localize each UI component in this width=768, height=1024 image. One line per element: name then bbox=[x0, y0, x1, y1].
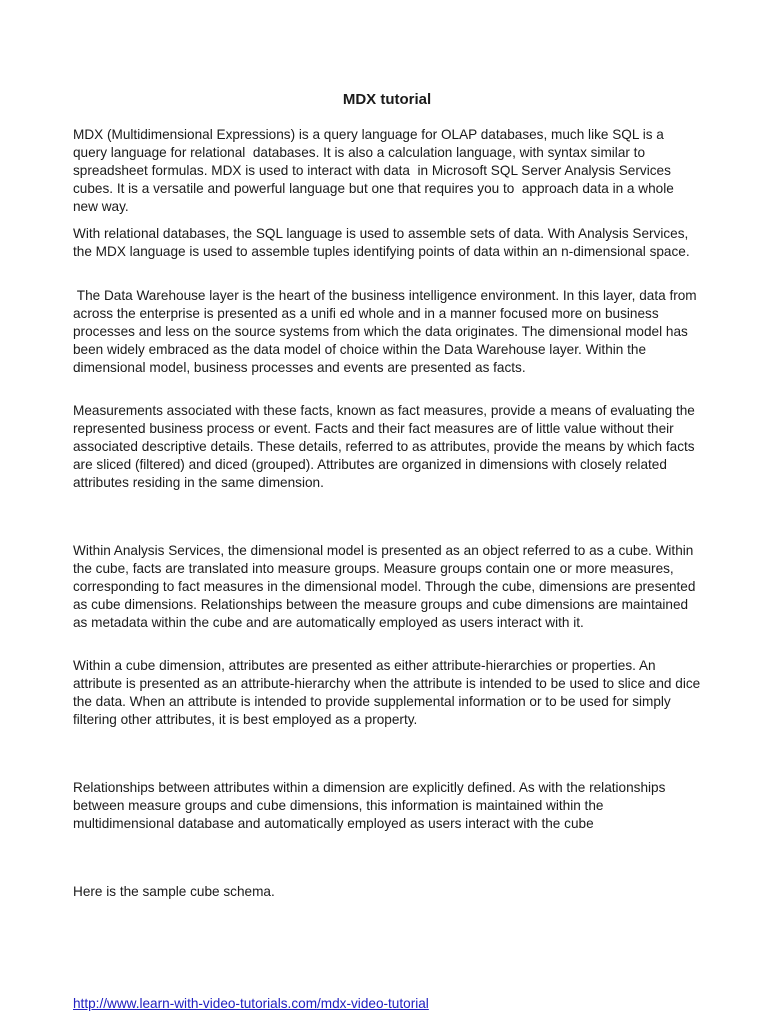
document-page bbox=[73, 0, 704, 1024]
paragraph-relational: With relational databases, the SQL language is used to assemble sets of data. With Analysis Services, the MDX language is used to assemble tuples identifying points of data within an n-dimensional space. bbox=[73, 226, 693, 259]
paragraph-cube-dimension: Within a cube dimension, attributes are presented as either attribute-hierarchies or properties. An attribute is presented as an attribute-hierarchy when the attribute is intended to be used to slice and dice the data. When an attribute is intended to provide supplemental information or to be used for simply filtering other attributes, it is best employed as a property. bbox=[73, 658, 704, 727]
footer-tutorial-link[interactable]: http://www.learn-with-video-tutorials.com/mdx-video-tutorial bbox=[73, 996, 429, 1011]
paragraph-relationships: Relationships between attributes within a dimension are explicitly defined. As with the relationships between measure groups and cube dimensions, this information is maintained within the multidimensional database and automatically employed as users interact with the cube bbox=[73, 780, 670, 831]
paragraph-measurements: Measurements associated with these facts, known as fact measures, provide a means of evaluating the represented business process or event. Facts and their fact measures are of little value without their associated descriptive details. These details, referred to as attributes, provide the means by which facts are sliced (filtered) and diced (grouped). Attributes are organized in dimensions with closely related attributes residing in the same dimension. bbox=[73, 403, 699, 490]
paragraph-mdx-intro: MDX (Multidimensional Expressions) is a query language for OLAP databases, much like SQL is a query language for relational databases. It is also a calculation language, with syntax similar to spreadsheet formulas. MDX is used to interact with data in Microsoft SQL Server Analysis Services cubes. It is a versatile and powerful language but one that requires you to approach data in a whole new way. bbox=[73, 127, 678, 214]
paragraph-data-warehouse: The Data Warehouse layer is the heart of the business intelligence environment. In this layer, data from across the enterprise is presented as a unifi ed whole and in a manner focused more on business processes and less on the source systems from which the data originates. The dimensional model has been widely embraced as the data model of choice within the Data Warehouse layer. Within the dimensional model, business processes and events are presented as facts. bbox=[73, 288, 701, 375]
paragraph-analysis-services: Within Analysis Services, the dimensional model is presented as an object referred to as a cube. Within the cube, facts are translated into measure groups. Measure groups contain one or more measures, corresponding to fact measures in the dimensional model. Through the cube, dimensions are presented as cube dimensions. Relationships between the measure groups and cube dimensions are maintained as metadata within the cube and are automatically employed as users interact with it. bbox=[73, 543, 700, 630]
page-title: MDX tutorial bbox=[342, 91, 432, 108]
paragraph-sample-schema: Here is the sample cube schema. bbox=[73, 884, 275, 899]
